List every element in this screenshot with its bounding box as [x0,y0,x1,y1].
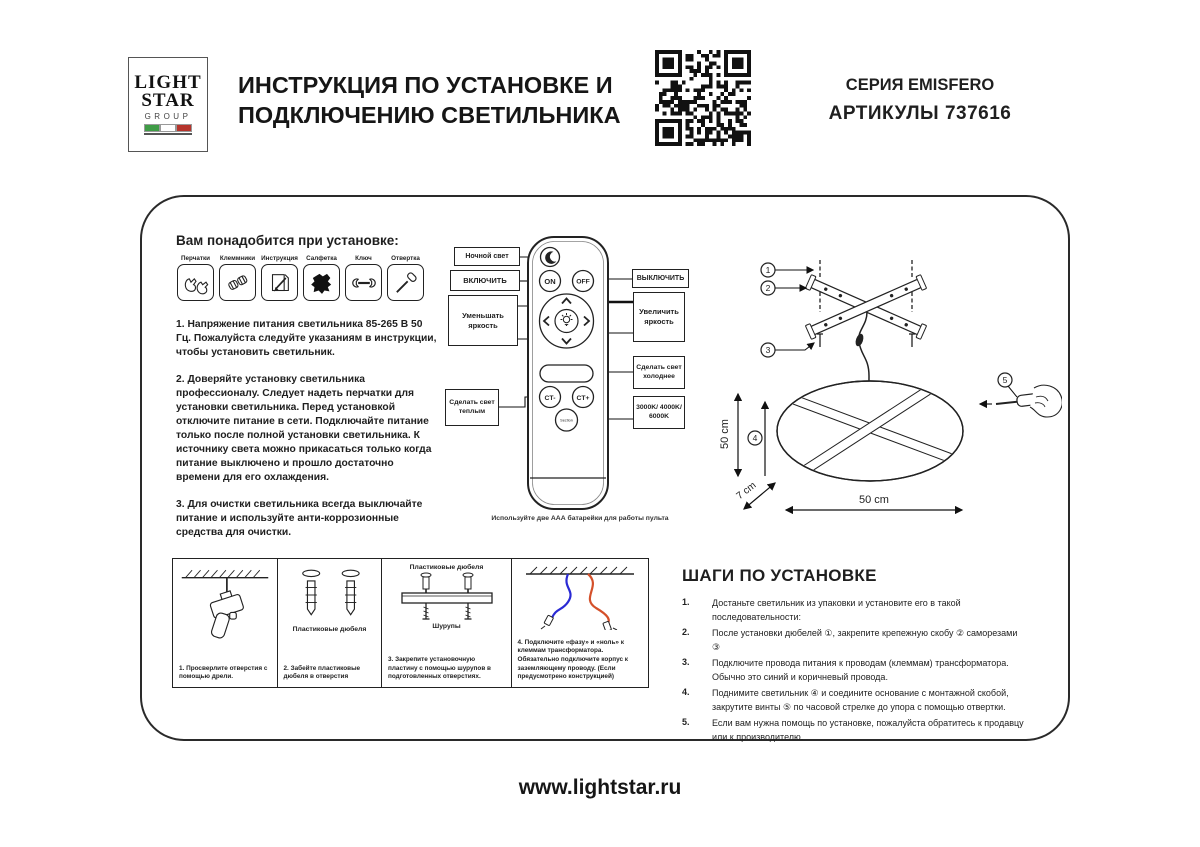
illustrated-steps [172,558,649,688]
terminals-icon [223,268,253,298]
label-increase-brightness: Увеличить яркость [633,292,685,342]
wiring-illustration [518,564,642,630]
panel-label-bottom: Шурупы [432,623,461,630]
step-number: 5. [682,717,690,727]
off-button-text: OFF [576,278,590,286]
tool-napkin [302,255,341,301]
step-text: После установки дюбелей ①, закрепите крепежную скобу ② саморезами ③ [712,628,1018,652]
italian-flag-stripe [144,124,192,135]
callout-4 [748,431,762,445]
title-line-2: ПОДКЛЮЧЕНИЮ СВЕТИЛЬНИКА [238,102,621,128]
manual-icon [265,268,295,298]
label-night-light: Ночной свет [454,247,520,266]
step-text: Если вам нужна помощь по установке, пожалуйста обратитесь к продавцу или к производителю. [712,718,1024,742]
steps-list [682,597,1027,744]
label-color-temps: 3000K/ 4000K/ 6000K [633,396,685,429]
label-decrease-brightness: Уменьшать яркость [448,295,518,346]
tool-label: Инструкция [261,255,298,262]
panel-wiring [511,558,649,688]
tool-wrench [344,255,383,301]
callout-3 [761,343,814,357]
drill-illustration [178,564,272,644]
phase-wire-blue [552,574,571,618]
panel-label-top: Пластиковые дюбеля [409,564,484,571]
step-number: 1. [682,597,690,607]
step-item-1 [682,597,1027,624]
flag-green [144,124,160,132]
step-text: Подключите провода питания к проводам (клеммам) трансформатора. Обычно это синий и коричневый провода. [712,658,1009,682]
battery-note: Используйте две ААА батарейки для работы пульта [491,515,669,522]
installation-steps [682,566,1027,744]
page-title [238,70,668,130]
on-button-text: ON [544,276,556,286]
tool-manual [260,255,299,301]
tool-box [177,264,214,301]
ct-plus-text: CT+ [576,394,590,402]
remote-diagram [440,232,720,532]
tool-screwdriver [386,255,425,301]
flag-red [176,124,192,132]
panel-dowels [277,558,383,688]
plate-illustration [388,571,506,623]
website-url: www.lightstar.ru [518,776,682,799]
panel-drill [172,558,278,688]
flag-white [160,124,176,132]
needs-heading: Вам понадобится при установке: [176,233,399,248]
callout-2 [761,281,806,295]
paragraph-1: 1. Напряжение питания светильника 85-265 В 50 Гц. Пожалуйста следуйте указаниям в инструкции, чтобы установить светильник. [176,319,437,358]
label-turn-on: ВКЛЮЧИТЬ [450,270,520,291]
wire-connector [854,333,865,348]
tool-box [219,264,256,301]
step-item-5 [682,717,1027,744]
step-text: Поднимите светильник ④ и соедините основание с монтажной скобой, закрутите винты ⑤ по часовой стрелке до упора с помощью отвертки. [712,688,1009,712]
tool-box [261,264,298,301]
logo-line2: STAR [141,90,195,111]
callout-1 [761,263,813,277]
lamp-body [777,375,963,481]
tool-box [303,264,340,301]
gloves-icon [181,268,211,298]
tool-label: Перчатки [181,255,210,262]
article-number: АРТИКУЛЫ 737616 [828,103,1012,124]
tool-label: Отвертка [391,255,420,262]
section-button-text: Section [560,418,573,423]
paragraph-3: 3. Для очистки светильника всегда выключайте питание и используйте анти-коррозионные средства для очистки. [176,499,423,538]
safety-paragraphs [176,318,438,553]
dim-depth-label: 7 cm [734,480,759,503]
napkin-icon [307,268,337,298]
tool-label: Ключ [355,255,372,262]
steps-heading: ШАГИ ПО УСТАНОВКЕ [682,566,877,585]
callout-5 [998,373,1017,397]
tool-box [345,264,382,301]
step-number: 3. [682,657,690,667]
panel-caption: 3. Закрепите установочную пластину с помощью шурупов в подготовленных отверстиях. [388,656,491,681]
lightstar-logo [128,57,208,152]
logo-line1: LIGHT [134,72,202,93]
dim-width-label: 50 cm [859,494,889,506]
panel-caption: 2. Забейте пластиковые дюбеля в отверстия [283,664,361,681]
dowels-illustration [283,564,377,626]
svg-text:5: 5 [1002,375,1008,385]
tool-label: Клеммники [219,255,256,262]
hand-screwdriver [980,385,1062,417]
qr-code [655,50,751,146]
step-item-2 [682,627,1027,654]
logo-line3: GROUP [144,112,192,121]
tool-box [387,264,424,301]
qr-svg [655,50,751,146]
mounting-diagram [718,230,1062,522]
step-text: Достаньте светильник из упаковки и установите его в такой последовательности: [712,598,961,622]
dim-height-label: 50 cm [719,419,731,449]
tools-row [176,255,425,301]
step-number: 2. [682,627,690,637]
series-name: СЕРИЯ EMISFERO [845,76,995,94]
label-cold-light: Сделать свет холоднее [633,356,685,389]
panel-caption: 1. Просверлите отверстия с помощью дрели. [179,664,268,681]
screwdriver-icon [391,268,421,298]
paragraph-2: 2. Доверяйте установку светильника профессионалу. Следует надеть перчатки для установки светильника. Перед установкой отключите питание в сети. Подключайте питание только после полной установки светильника. К источнику света можно прикасаться только когда питание выключено и прошло достаточно времени для его охлаждения. [176,374,432,483]
pill-button [540,365,593,382]
neutral-wire-red [588,574,609,626]
panel-caption: 4. Подключите «фазу» и «ноль» к клеммам трансформатора. Обязательно подключите корпус к заземляющему проводу. (Если предусмотрено конструкцией) [517,638,629,681]
cross-bracket [805,275,926,340]
title-line-1: ИНСТРУКЦИЯ ПО УСТАНОВКЕ И [238,72,613,98]
step-item-4 [682,687,1027,714]
step-item-3 [682,657,1027,684]
svg-text:2: 2 [765,283,771,293]
tool-label: Салфетка [306,255,337,262]
label-warm-light: Сделать свет теплым [445,389,499,426]
tool-gloves [176,255,215,301]
ct-minus-text: CT- [544,394,556,402]
wrench-icon [349,268,379,298]
svg-text:1: 1 [765,265,771,275]
panel-label: Пластиковые дюбеля [292,626,367,633]
series-block [800,76,1040,125]
label-turn-off: ВЫКЛЮЧИТЬ [632,269,689,288]
step-number: 4. [682,687,690,697]
tool-terminals [218,255,257,301]
panel-plate [381,558,512,688]
svg-text:3: 3 [765,345,771,355]
svg-text:4: 4 [752,433,758,443]
